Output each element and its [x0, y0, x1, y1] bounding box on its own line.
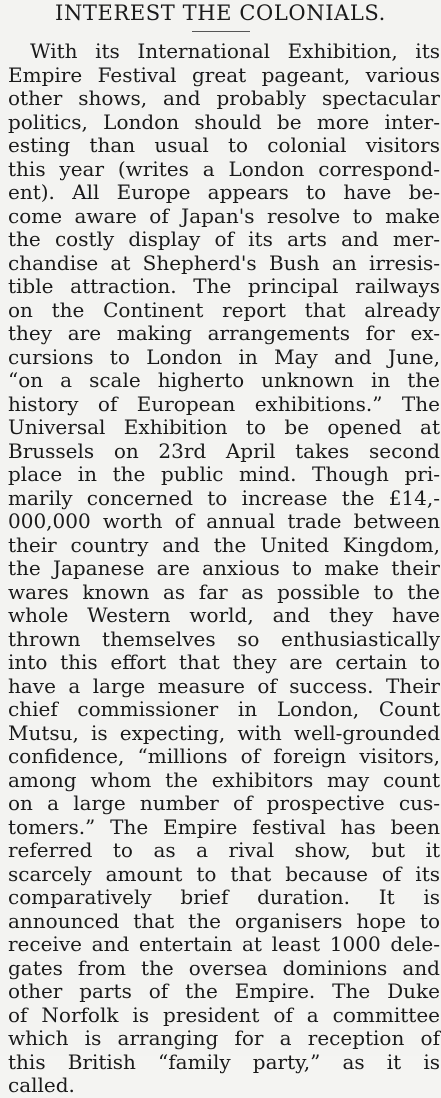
text-line: place in the public mind. Though pri- — [8, 462, 440, 486]
text-line: With its International Exhibition, its — [30, 39, 440, 63]
text-line: politics, London should be more inter- — [8, 109, 440, 134]
text-line: esting than usual to colonial visitors — [8, 133, 440, 157]
text-line: have a large measure of success. Their — [8, 673, 440, 698]
text-line: tible attraction. The principal railways — [8, 274, 440, 298]
text-line: receive and entertain at least 1000 dele- — [8, 932, 440, 956]
text-line: tomers.” The Empire festival has been — [8, 814, 440, 839]
article-body — [8, 40, 440, 1098]
text-line: Mutsu, is expecting, with well-grounded — [8, 720, 440, 745]
text-line: called. — [8, 1073, 75, 1097]
text-line: into this effort that they are certain to — [8, 650, 440, 674]
text-line: scarcely amount to that because of its — [8, 861, 440, 886]
text-line: the Japanese are anxious to make their — [8, 556, 440, 580]
text-line: on a large number of prospective cus- — [8, 791, 440, 815]
text-line: chief commissioner in London, Count — [8, 697, 440, 721]
text-line: this British “family party,” as it is — [8, 1049, 440, 1074]
text-line: come aware of Japan's resolve to make — [8, 203, 440, 228]
text-line: announced that the organisers hope to — [8, 908, 440, 933]
text-line: whole Western world, and they have — [8, 603, 440, 627]
text-line: they are making arrangements for ex- — [8, 321, 440, 345]
text-line: comparatively brief duration. It is — [8, 885, 440, 909]
text-line: ent). All Europe appears to have be- — [8, 180, 440, 204]
text-line: confidence, “millions of foreign visitors, — [8, 744, 440, 768]
text-line: Brussels on 23rd April takes second — [8, 438, 440, 463]
text-line: other shows, and probably spectacular — [8, 86, 440, 110]
text-line: 000,000 worth of annual trade between — [8, 509, 440, 533]
text-line: thrown themselves so enthusiastically — [8, 626, 440, 651]
text-line: on the Continent report that already — [8, 297, 440, 322]
text-line: the costly display of its arts and mer- — [8, 227, 440, 251]
headline-rule — [192, 31, 250, 32]
text-line: “on a scale higherto unknown in the — [8, 368, 440, 392]
text-line: marily concerned to increase the £14,- — [8, 485, 440, 510]
text-line: Empire Festival great pageant, various — [8, 62, 440, 87]
text-line: referred to as a rival show, but it — [8, 838, 440, 862]
text-line: their country and the United Kingdom, — [8, 532, 440, 557]
text-line: chandise at Shepherd's Bush an irresis- — [8, 250, 440, 275]
text-line: Universal Exhibition to be opened at — [8, 415, 440, 439]
text-line: which is arranging for a reception of — [8, 1026, 440, 1050]
text-line: wares known as far as possible to the — [8, 579, 440, 604]
text-line: history of European exhibitions.” The — [8, 391, 440, 416]
text-line: this year (writes a London correspond- — [8, 156, 440, 181]
text-line: among whom the exhibitors may count — [8, 767, 440, 792]
text-line: gates from the oversea dominions and — [8, 955, 440, 980]
text-line: other parts of the Empire. The Duke — [8, 979, 440, 1003]
headline: INTEREST THE COLONIALS. — [55, 1, 386, 25]
text-line: cursions to London in May and June, — [8, 344, 440, 369]
text-line: of Norfolk is president of a committee — [8, 1002, 440, 1027]
